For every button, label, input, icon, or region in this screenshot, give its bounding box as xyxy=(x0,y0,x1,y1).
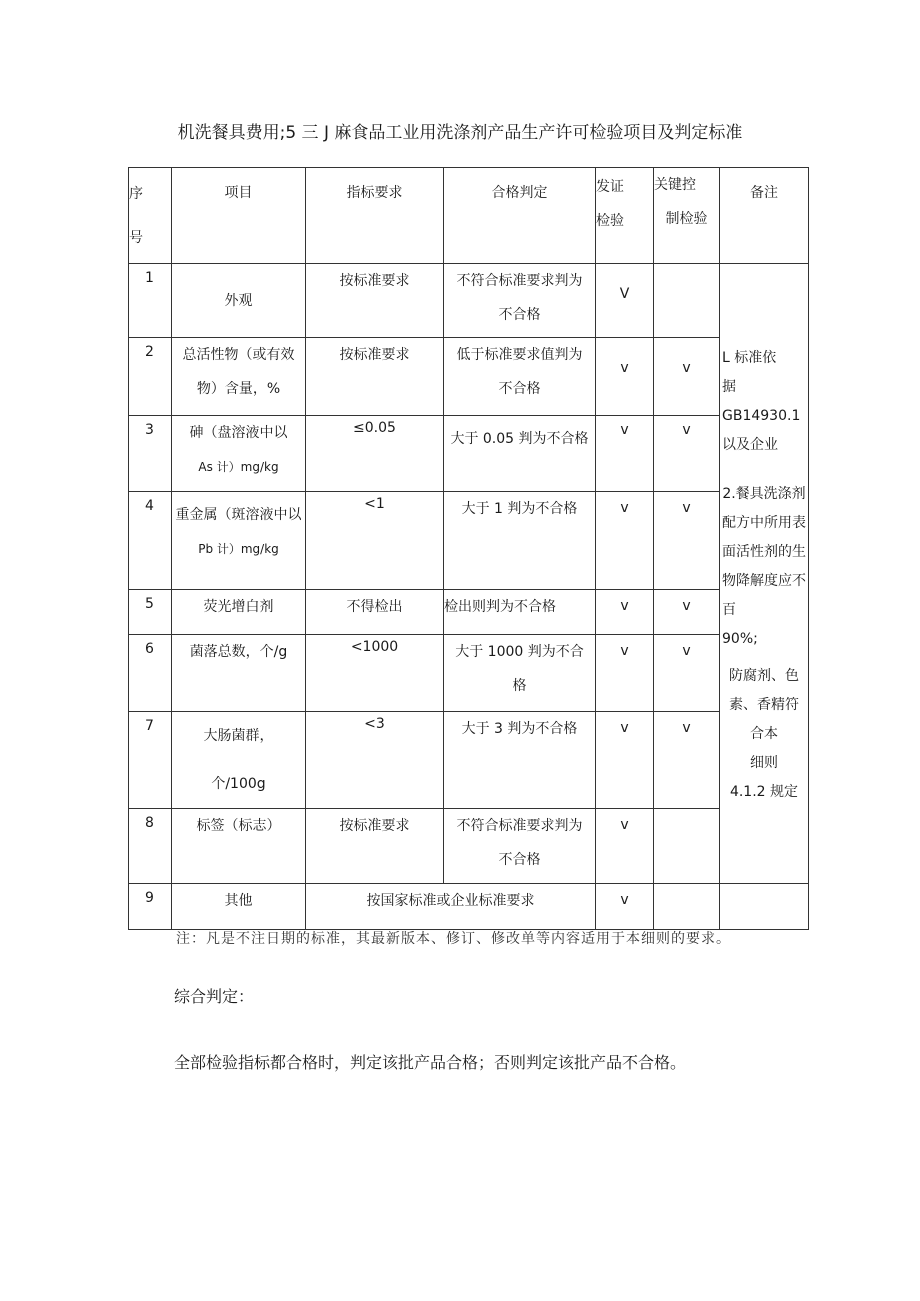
remark-line: 物降解度应不 xyxy=(722,573,806,589)
row-key-mark: v xyxy=(654,712,720,809)
row-item-line1: 总活性物（或有效 xyxy=(182,347,295,363)
row-judgement: 检出则判为不合格 xyxy=(444,590,596,635)
row-judgement-line2: 不合格 xyxy=(498,852,541,868)
header-seq-line2: 号 xyxy=(129,230,143,246)
header-key-line1: 关键控 xyxy=(654,177,696,193)
row-cert-mark: v xyxy=(596,635,654,712)
row-key-mark: v xyxy=(654,635,720,712)
row-item xyxy=(172,416,306,492)
table-row xyxy=(129,809,809,884)
row-cert-mark: v xyxy=(596,884,654,930)
row-requirement: 不得检出 xyxy=(306,590,444,635)
row-number: 2 xyxy=(129,338,172,416)
row-item xyxy=(172,338,306,416)
header-item: 项目 xyxy=(172,168,306,264)
header-judgement: 合格判定 xyxy=(444,168,596,264)
conclusion-heading: 综合判定： xyxy=(174,987,255,1006)
row-key-mark: v xyxy=(654,492,720,590)
remark-spacer xyxy=(722,460,806,480)
footnote: 注：凡是不注日期的标准，其最新版本、修订、修改单等内容适用于本细则的要求。 xyxy=(176,931,731,947)
row-item-line2: As 计）mg/kg xyxy=(198,460,279,474)
row-item: 菌落总数，个/g xyxy=(172,635,306,712)
row-judgement: 大于 3 判为不合格 xyxy=(444,712,596,809)
row-cert-mark: v xyxy=(596,809,654,884)
header-remark: 备注 xyxy=(720,168,809,264)
row-cert-mark: v xyxy=(596,590,654,635)
row-requirement: <1 xyxy=(306,492,444,590)
table-row xyxy=(129,264,809,338)
row-judgement-line1: 大于 1000 判为不合 xyxy=(455,644,584,660)
row-judgement: 大于 0.05 判为不合格 xyxy=(444,416,596,492)
row-key-mark xyxy=(654,884,720,930)
row-judgement-line1: 不符合标准要求判为 xyxy=(456,818,583,834)
row-item xyxy=(172,492,306,590)
row-number: 1 xyxy=(129,264,172,338)
remark-line: 面活性剂的生 xyxy=(722,544,806,560)
table-row xyxy=(129,884,809,930)
row-item-line2: Pb 计）mg/kg xyxy=(198,542,279,556)
header-cert-line2: 检验 xyxy=(596,213,624,229)
header-key-line2: 制检验 xyxy=(665,211,708,227)
row-judgement xyxy=(444,635,596,712)
row-judgement-line2: 不合格 xyxy=(498,307,541,323)
row-item xyxy=(172,712,306,809)
row-requirement: 按标准要求 xyxy=(306,809,444,884)
remark-line: L 标准依 xyxy=(722,350,777,366)
row-item: 标签（标志） xyxy=(172,809,306,884)
header-seq-line1: 序 xyxy=(129,186,143,202)
conclusion-text: 全部检验指标都合格时，判定该批产品合格；否则判定该批产品不合格。 xyxy=(174,1053,687,1072)
row-judgement: 大于 1 判为不合格 xyxy=(444,492,596,590)
header-requirement: 指标要求 xyxy=(306,168,444,264)
row-number: 4 xyxy=(129,492,172,590)
row-item: 荧光增白剂 xyxy=(172,590,306,635)
table-row xyxy=(129,416,809,492)
row-cert-mark: v xyxy=(596,338,654,416)
row-item: 外观 xyxy=(172,264,306,338)
table-row xyxy=(129,338,809,416)
page-title: 机洗餐具费用;5 三 J 麻食品工业用洗涤剂产品生产许可检验项目及判定标准 xyxy=(177,123,743,143)
header-certification xyxy=(596,168,654,264)
row-number: 9 xyxy=(129,884,172,930)
row-judgement-line2: 格 xyxy=(512,678,527,694)
remark-line: 90%; xyxy=(722,631,758,647)
row-key-mark: v xyxy=(654,338,720,416)
remark-line: 以及企业 xyxy=(722,437,778,453)
row-number: 8 xyxy=(129,809,172,884)
remark-line: 细则 xyxy=(750,755,778,771)
row-item-line1: 砷（盘溶液中以 xyxy=(189,425,288,441)
row-key-mark xyxy=(654,809,720,884)
remark-line: 2.餐具洗涤剂 xyxy=(722,486,806,502)
row-item-line2: 物）含量，% xyxy=(196,381,281,397)
row-judgement xyxy=(444,809,596,884)
row-key-mark xyxy=(654,264,720,338)
row-item-line2: 个/100g xyxy=(211,776,266,792)
remark-line: 4.1.2 规定 xyxy=(729,784,799,800)
row-judgement-line1: 低于标准要求值判为 xyxy=(456,347,583,363)
row-judgement-line1: 不符合标准要求判为 xyxy=(456,273,583,289)
row-judgement xyxy=(444,338,596,416)
row-item-line1: 重金属（斑溶液中以 xyxy=(175,507,302,523)
table-row xyxy=(129,492,809,590)
row-requirement: 按标准要求 xyxy=(306,264,444,338)
row-judgement-line2: 不合格 xyxy=(498,381,541,397)
row-number: 5 xyxy=(129,590,172,635)
row-requirement: ≤0.05 xyxy=(306,416,444,492)
header-key-control xyxy=(654,168,720,264)
remark-cell xyxy=(720,264,809,884)
inspection-table xyxy=(128,167,809,930)
remark-line: 素、香精符 xyxy=(729,697,799,713)
table-row xyxy=(129,590,809,635)
row-requirement: <3 xyxy=(306,712,444,809)
table-row xyxy=(129,712,809,809)
row-item: 其他 xyxy=(172,884,306,930)
remark-line: 百 xyxy=(722,602,736,618)
row-cert-mark: V xyxy=(596,264,654,338)
table-row xyxy=(129,635,809,712)
row-cert-mark: v xyxy=(596,492,654,590)
header-cert-line1: 发证 xyxy=(596,179,624,195)
remark-line: 防腐剂、色 xyxy=(729,668,799,684)
remark-line: 合本 xyxy=(750,726,778,742)
table-header-row xyxy=(129,168,809,264)
row-requirement: <1000 xyxy=(306,635,444,712)
row-item-line1: 大肠菌群， xyxy=(203,728,274,744)
row-key-mark: v xyxy=(654,590,720,635)
row-key-mark: v xyxy=(654,416,720,492)
row-merged-requirement: 按国家标准或企业标准要求 xyxy=(306,884,596,930)
row-judgement xyxy=(444,264,596,338)
row-number: 3 xyxy=(129,416,172,492)
row-cert-mark: v xyxy=(596,416,654,492)
remark-line: 据 GB14930.1 xyxy=(722,379,801,424)
row-remark-empty xyxy=(720,884,809,930)
row-number: 7 xyxy=(129,712,172,809)
header-seq xyxy=(129,168,172,264)
row-number: 6 xyxy=(129,635,172,712)
row-requirement: 按标准要求 xyxy=(306,338,444,416)
row-cert-mark: v xyxy=(596,712,654,809)
remark-line: 配方中所用表 xyxy=(722,515,806,531)
